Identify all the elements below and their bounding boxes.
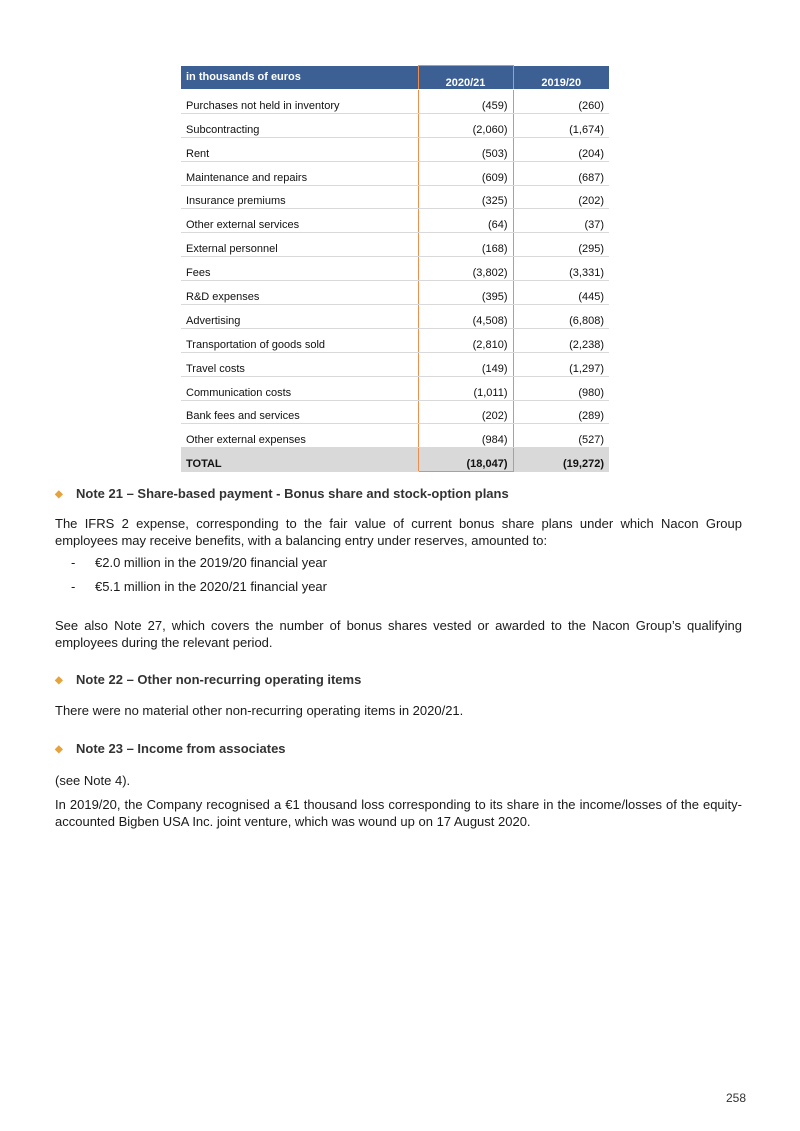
row-label: Travel costs xyxy=(181,352,418,376)
note22-title: Note 22 – Other non-recurring operating items xyxy=(76,672,362,687)
row-label: External personnel xyxy=(181,233,418,257)
list-dash: - xyxy=(71,579,76,594)
row-label: Communication costs xyxy=(181,376,418,400)
list-item-text: €2.0 million in the 2019/20 financial year xyxy=(95,555,327,570)
header-col-previous: 2019/20 xyxy=(513,66,609,90)
value-2019-20: (37) xyxy=(513,209,609,233)
value-2020-21: (503) xyxy=(418,137,513,161)
table-row xyxy=(181,281,609,305)
list-item-text: €5.1 million in the 2020/21 financial year xyxy=(95,579,327,594)
table-row xyxy=(181,209,609,233)
note23-paragraph: In 2019/20, the Company recognised a €1 thousand loss corresponding to its share in the income/losses of the equity-accounted Bigben USA Inc. joint venture, which was wound up on 17 August 2020. xyxy=(55,797,742,829)
table-total-row xyxy=(181,448,609,472)
table-row xyxy=(181,257,609,281)
value-2020-21: (18,047) xyxy=(418,448,513,472)
note22-heading xyxy=(55,672,361,687)
value-2020-21: (3,802) xyxy=(418,257,513,281)
value-2020-21: (395) xyxy=(418,281,513,305)
note21-paragraph: The IFRS 2 expense, corresponding to the fair value of current bonus share plans under which Nacon Group employees may receive benefits, with a balancing entry under reserves, amounted to: xyxy=(55,516,742,548)
diamond-bullet-icon: ◆ xyxy=(55,675,63,686)
header-unit-label: in thousands of euros xyxy=(181,66,418,90)
value-2020-21: (202) xyxy=(418,400,513,424)
value-2020-21: (325) xyxy=(418,185,513,209)
note22-paragraph: There were no material other non-recurring operating items in 2020/21. xyxy=(55,703,464,718)
list-dash: - xyxy=(71,555,76,570)
note21-title: Note 21 – Share-based payment - Bonus share and stock-option plans xyxy=(76,486,509,501)
table-header-row xyxy=(181,66,609,90)
diamond-bullet-icon: ◆ xyxy=(55,489,63,500)
row-label: Other external expenses xyxy=(181,424,418,448)
table-row xyxy=(181,400,609,424)
table-row xyxy=(181,233,609,257)
table-row xyxy=(181,305,609,329)
value-2020-21: (4,508) xyxy=(418,305,513,329)
value-2019-20: (1,674) xyxy=(513,113,609,137)
value-2019-20: (445) xyxy=(513,281,609,305)
value-2020-21: (1,011) xyxy=(418,376,513,400)
table-row xyxy=(181,424,609,448)
value-2019-20: (295) xyxy=(513,233,609,257)
table-row xyxy=(181,161,609,185)
row-label: Bank fees and services xyxy=(181,400,418,424)
table-row xyxy=(181,328,609,352)
row-label: Purchases not held in inventory xyxy=(181,90,418,114)
note23-heading xyxy=(55,741,286,756)
value-2020-21: (2,060) xyxy=(418,113,513,137)
value-2020-21: (2,810) xyxy=(418,328,513,352)
row-label: Fees xyxy=(181,257,418,281)
row-label: Insurance premiums xyxy=(181,185,418,209)
table-row xyxy=(181,90,609,114)
table-row xyxy=(181,376,609,400)
note23-title: Note 23 – Income from associates xyxy=(76,741,286,756)
value-2019-20: (3,331) xyxy=(513,257,609,281)
value-2019-20: (527) xyxy=(513,424,609,448)
row-label: Transportation of goods sold xyxy=(181,328,418,352)
row-label: Rent xyxy=(181,137,418,161)
list-item xyxy=(71,579,327,594)
note21-heading xyxy=(55,486,509,501)
table-row xyxy=(181,352,609,376)
value-2019-20: (687) xyxy=(513,161,609,185)
row-label: R&D expenses xyxy=(181,281,418,305)
value-2020-21: (609) xyxy=(418,161,513,185)
value-2019-20: (19,272) xyxy=(513,448,609,472)
value-2019-20: (6,808) xyxy=(513,305,609,329)
value-2019-20: (2,238) xyxy=(513,328,609,352)
row-label: Advertising xyxy=(181,305,418,329)
table-row xyxy=(181,185,609,209)
value-2019-20: (289) xyxy=(513,400,609,424)
value-2020-21: (64) xyxy=(418,209,513,233)
note21-see-also: See also Note 27, which covers the number of bonus shares vested or awarded to the Nacon Group’s qualifying employees during the relevant period. xyxy=(55,618,742,650)
value-2019-20: (1,297) xyxy=(513,352,609,376)
header-col-current: 2020/21 xyxy=(418,66,513,90)
page-number: 258 xyxy=(725,1091,746,1105)
table-row xyxy=(181,113,609,137)
value-2019-20: (980) xyxy=(513,376,609,400)
value-2020-21: (168) xyxy=(418,233,513,257)
value-2019-20: (202) xyxy=(513,185,609,209)
row-label: Other external services xyxy=(181,209,418,233)
row-label: Maintenance and repairs xyxy=(181,161,418,185)
list-item xyxy=(71,555,327,570)
row-label: Subcontracting xyxy=(181,113,418,137)
row-label: TOTAL xyxy=(181,448,418,472)
value-2019-20: (204) xyxy=(513,137,609,161)
diamond-bullet-icon: ◆ xyxy=(55,744,63,755)
table-row xyxy=(181,137,609,161)
value-2020-21: (984) xyxy=(418,424,513,448)
value-2020-21: (149) xyxy=(418,352,513,376)
note23-reference: (see Note 4). xyxy=(55,773,131,788)
external-expenses-table xyxy=(181,65,609,472)
value-2020-21: (459) xyxy=(418,90,513,114)
value-2019-20: (260) xyxy=(513,90,609,114)
